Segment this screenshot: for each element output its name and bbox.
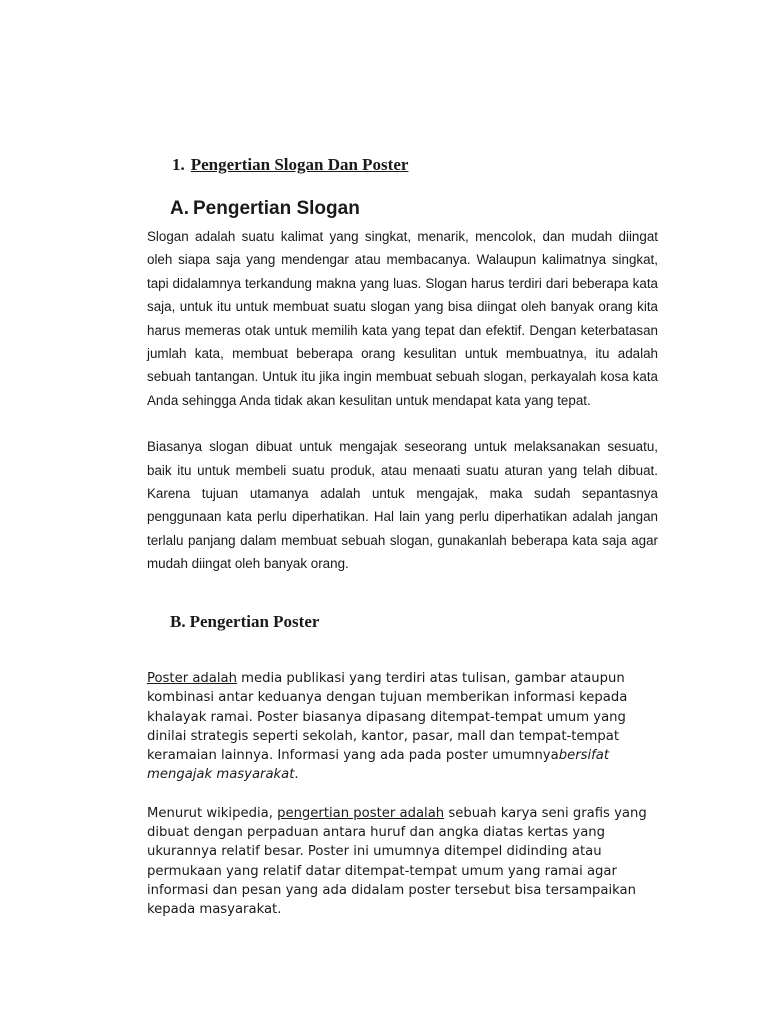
section-b-title: Pengertian Poster bbox=[189, 612, 320, 631]
poster-adalah-link[interactable]: Poster adalah bbox=[147, 671, 237, 686]
section-a-paragraph-1: Slogan adalah suatu kalimat yang singkat, menarik, mencolok, dan mudah diingat oleh siapa saja yang mendengar atau membacanya. Walaupun kalimatnya singkat, tapi didalamnya terkandung makna yang luas. Slogan harus terdiri dari beberapa kata saja, untuk itu untuk membuat suatu slogan yang bisa diingat oleh banyak orang kita harus memeras otak untuk memilih kata yang tepat dan efektif. Dengan keterbatasan jumlah kata, membuat beberapa orang kesulitan untuk membuatnya, itu adalah sebuah tantangan. Untuk itu jika ingin membuat sebuah slogan, perkayalah kosa kata Anda sehingga Anda tidak akan kesulitan untuk mendapat kata yang tepat. bbox=[147, 229, 658, 408]
section-b-p2-text: sebuah karya seni grafis yang dibuat dengan perpaduan antara huruf dan angka diatas kertas yang ukurannya relatif besar. Poster ini umumnya ditempel didinding atau permukaan yang relatif datar ditempat-tempat umum yang ramai agar informasi dan pesan yang ada didalam poster tersebut bisa tersampaikan kepada masyarakat. bbox=[147, 805, 647, 918]
section-b-paragraph-2 bbox=[147, 804, 667, 920]
section-b-p1-italic: bersifat mengajak masyarakat bbox=[147, 748, 610, 783]
section-b-letter: B. bbox=[170, 612, 186, 631]
section-a-heading bbox=[170, 198, 360, 220]
section-b-paragraph-1 bbox=[147, 669, 667, 785]
section-a-body bbox=[147, 225, 658, 576]
section-b-body bbox=[147, 669, 667, 920]
section-b-p2-pre: Menurut wikipedia, bbox=[147, 805, 278, 821]
heading-number: 1. bbox=[172, 155, 185, 174]
section-a-paragraph-2: Biasanya slogan dibuat untuk mengajak seseorang untuk melaksanakan sesuatu, baik itu untuk membeli suatu produk, atau menaati suatu aturan yang telah dibuat. Karena tujuan utamanya adalah untuk mengajak, maka sudah sepantasnya penggunaan kata perlu diperhatikan. Hal lain yang perlu diperhatikan adalah jangan terlalu panjang dalam membuat sebuah slogan, gunakanlah beberapa kata saja agar mudah diingat oleh banyak orang. bbox=[147, 439, 658, 572]
main-heading bbox=[172, 155, 408, 175]
pengertian-poster-link[interactable]: pengertian poster adalah bbox=[277, 805, 445, 821]
section-b-p1-text: media publikasi yang terdiri atas tulisan, gambar ataupun kombinasi antar keduanya dengan tujuan memberikan informasi kepada khalayak ramai. Poster biasanya dipasang ditempat-tempat umum yang dinilai strategis seperti sekolah, kantor, pasar, mall dan tempat-tempat keramaian lainnya. Informasi yang ada pada poster umumnya bbox=[147, 671, 628, 764]
section-b-p1-end: . bbox=[294, 767, 299, 783]
heading-title: Pengertian Slogan Dan Poster bbox=[190, 155, 409, 174]
section-a-title: Pengertian Slogan bbox=[193, 198, 360, 219]
section-b-heading bbox=[170, 612, 319, 632]
section-a-letter: A. bbox=[170, 198, 189, 219]
